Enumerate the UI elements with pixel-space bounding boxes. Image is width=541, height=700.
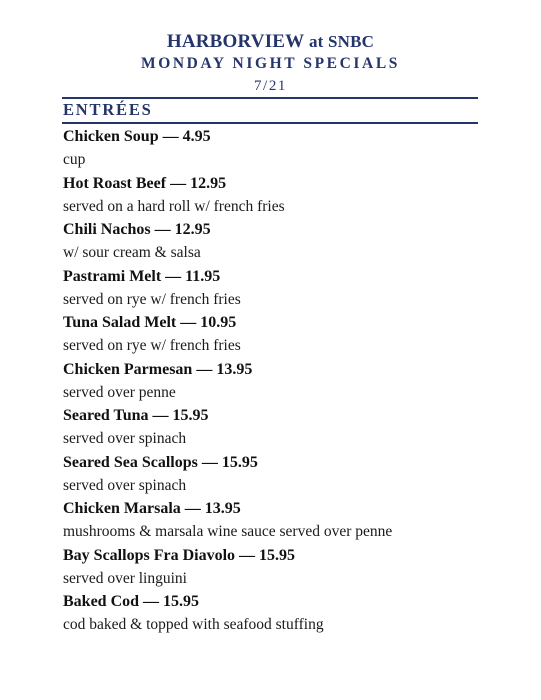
menu-item-description: cup <box>63 151 86 168</box>
menu-item-description: w/ sour cream & salsa <box>63 244 201 261</box>
menu-item <box>63 405 493 452</box>
menu-item-title: Chicken Marsala — 13.95 <box>63 500 241 517</box>
menu-item-description: served over linguini <box>63 569 187 587</box>
menu-item <box>63 266 493 313</box>
menu-item-title: Hot Roast Beef — 12.95 <box>63 174 227 192</box>
section-title: ENTRÉES <box>63 100 153 119</box>
menu-subtitle: MONDAY NIGHT SPECIALS <box>140 55 400 72</box>
menu-item-title: Bay Scallops Fra Diavolo — 15.95 <box>63 546 296 564</box>
menu-item-title: Seared Tuna — 15.95 <box>63 407 209 424</box>
menu-date: 7/21 <box>253 78 288 94</box>
menu-item-title: Chili Nachos — 12.95 <box>63 221 211 238</box>
menu-item <box>63 545 493 592</box>
section-rule-bottom <box>62 122 478 124</box>
venue-name-main: HARBORVIEW <box>166 31 305 52</box>
menu-item <box>63 173 493 220</box>
menu-item <box>63 452 493 499</box>
menu-item-list <box>63 126 493 638</box>
menu-item-description: served over spinach <box>63 430 187 447</box>
menu-header <box>0 31 541 96</box>
menu-item-description: cod baked & topped with seafood stuffing <box>63 616 324 633</box>
menu-item <box>63 591 493 638</box>
menu-item-description: served over penne <box>63 383 176 401</box>
venue-name-suffix: at SNBC <box>308 32 375 51</box>
menu-item-description: served over spinach <box>63 476 187 494</box>
menu-item-title: Chicken Soup — 4.95 <box>63 128 211 145</box>
menu-item <box>63 498 493 545</box>
menu-item <box>63 219 493 266</box>
menu-item-title: Seared Sea Scallops — 15.95 <box>63 453 258 471</box>
venue-name <box>0 31 541 53</box>
menu-item <box>63 126 493 173</box>
menu-item-description: mushrooms & marsala wine sauce served over penne <box>63 523 393 540</box>
menu-item-description: served on rye w/ french fries <box>63 290 241 308</box>
menu-item-description: served on a hard roll w/ french fries <box>63 197 285 215</box>
menu-item <box>63 312 493 359</box>
menu-item-title: Tuna Salad Melt — 10.95 <box>63 314 237 331</box>
menu-item <box>63 359 493 406</box>
menu-item-description: served on rye w/ french fries <box>63 337 241 354</box>
menu-item-title: Baked Cod — 15.95 <box>63 593 200 610</box>
menu-item-title: Pastrami Melt — 11.95 <box>63 267 221 285</box>
menu-item-title: Chicken Parmesan — 13.95 <box>63 360 253 378</box>
